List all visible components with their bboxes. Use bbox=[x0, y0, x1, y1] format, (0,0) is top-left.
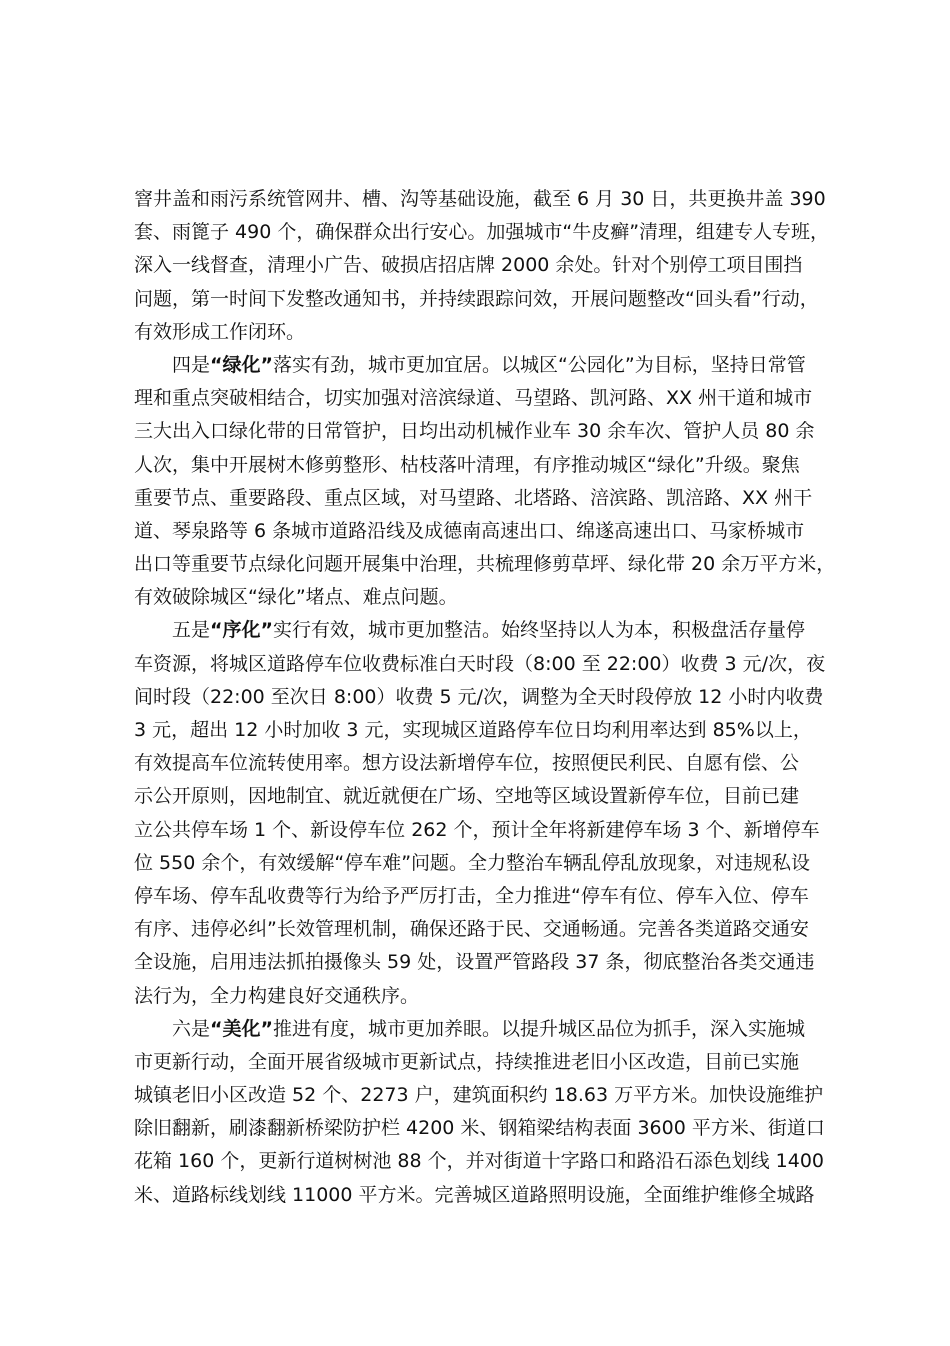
text-line: 3 元，超出 12 小时加收 3 元，实现城区道路停车位日均利用率达到 85%以上， bbox=[134, 719, 812, 741]
text-line: 法行为，全力构建良好交通秩序。 bbox=[134, 984, 420, 1007]
text-line: 间时段（22:00 至次日 8:00）收费 5 元/次，调整为全天时段停放 12 小时内收费 bbox=[134, 685, 824, 708]
text-line: 道、琴泉路等 6 条城市道路沿线及成德南高速出口、绵遂高速出口、马家桥城市 bbox=[134, 519, 805, 542]
paragraph-beautification bbox=[134, 1013, 846, 1212]
text-line: 重要节点、重要路段、重点区域，对马望路、北塔路、涪滨路、凯涪路、XX 州干 bbox=[134, 486, 813, 509]
text-line: 花箱 160 个，更新行道树树池 88 个，并对街道十字路口和路沿石添色划线 1400 bbox=[134, 1150, 824, 1173]
text-line: 除旧翻新，刷漆翻新桥梁防护栏 4200 米、钢箱梁结构表面 3600 平方米、街道口 bbox=[134, 1117, 825, 1140]
paragraph-lead: 五是 bbox=[172, 619, 211, 642]
paragraph-lead: 六是 bbox=[172, 1017, 211, 1040]
text-line: 推进有度，城市更加养眼。以提升城区品位为抓手，深入实施城 bbox=[273, 1017, 806, 1040]
text-line: 城镇老旧小区改造 52 个、2273 户，建筑面积约 18.63 万平方米。加快设施维护 bbox=[134, 1084, 824, 1107]
paragraph-order bbox=[134, 614, 846, 1012]
text-line: 落实有劲，城市更加宜居。以城区“公园化”为目标，坚持日常管 bbox=[273, 353, 806, 376]
paragraph-lead-keyword: “美化” bbox=[210, 1017, 273, 1040]
text-line: 三大出入口绿化带的日常管护，日均出动机械作业车 30 余车次、管护人员 80 余 bbox=[134, 420, 815, 443]
text-line: 有效形成工作闭环。 bbox=[134, 320, 306, 343]
text-line: 窨井盖和雨污系统管网井、槽、沟等基础设施，截至 6 月 30 日，共更换井盖 390 bbox=[134, 188, 826, 210]
paragraph-lead: 四是 bbox=[172, 353, 211, 376]
text-line: 停车场、停车乱收费等行为给予严厉打击，全力推进“停车有位、停车入位、停车 bbox=[134, 884, 809, 907]
paragraph-lead-keyword: “绿化” bbox=[210, 353, 273, 376]
paragraph-greening bbox=[134, 349, 846, 615]
text-line: 示公开原则，因地制宜、就近就便在广场、空地等区域设置新停车位，目前已建 bbox=[134, 785, 800, 808]
text-line: 全设施，启用违法抓拍摄像头 59 处，设置严管路段 37 条，彻底整治各类交通违 bbox=[134, 951, 815, 974]
text-line: 套、雨篦子 490 个，确保群众出行安心。加强城市“牛皮癣”清理，组建专人专班， bbox=[134, 221, 830, 244]
text-line: 人次，集中开展树木修剪整形、枯枝落叶清理，有序推动城区“绿化”升级。聚焦 bbox=[134, 453, 800, 476]
paragraph-first-line bbox=[134, 1013, 846, 1046]
text-line: 问题，第一时间下发整改通知书，并持续跟踪问效，开展问题整改“回头看”行动， bbox=[134, 287, 819, 310]
document-body bbox=[134, 183, 846, 1212]
text-line: 实行有效，城市更加整洁。始终坚持以人为本，积极盘活存量停 bbox=[273, 619, 806, 642]
text-line: 位 550 余个，有效缓解“停车难”问题。全力整治车辆乱停乱放现象，对违规私设 bbox=[134, 851, 811, 874]
text-line: 车资源，将城区道路停车位收费标准白天时段（8:00 至 22:00）收费 3 元/次，夜 bbox=[134, 652, 826, 675]
text-line: 有序、违停必纠”长效管理机制，确保还路于民、交通畅通。完善各类道路交通安 bbox=[134, 918, 809, 941]
text-line: 立公共停车场 1 个、新设停车位 262 个，预计全年将新建停车场 3 个、新增停车 bbox=[134, 818, 820, 841]
text-line: 市更新行动，全面开展省级城市更新试点，持续推进老旧小区改造，目前已实施 bbox=[134, 1050, 800, 1073]
text-line: 有效提高车位流转使用率。想方设法新增停车位，按照便民利民、自愿有偿、公 bbox=[134, 752, 800, 775]
text-line: 理和重点突破相结合，切实加强对涪滨绿道、马望路、凯河路、XX 州干道和城市 bbox=[134, 387, 813, 410]
text-line: 深入一线督查，清理小广告、破损店招店牌 2000 余处。针对个别停工项目围挡 bbox=[134, 254, 803, 277]
paragraph-manhole-cleanup bbox=[134, 183, 846, 349]
text-line: 出口等重要节点绿化问题开展集中治理，共梳理修剪草坪、绿化带 20 余万平方米， bbox=[134, 553, 836, 576]
text-line: 米、道路标线划线 11000 平方米。完善城区道路照明设施，全面维护维修全城路 bbox=[134, 1183, 815, 1206]
paragraph-lead-keyword: “序化” bbox=[210, 619, 273, 642]
paragraph-first-line bbox=[134, 614, 846, 647]
paragraph-first-line bbox=[134, 349, 846, 382]
text-line: 有效破除城区“绿化”堵点、难点问题。 bbox=[134, 586, 458, 609]
